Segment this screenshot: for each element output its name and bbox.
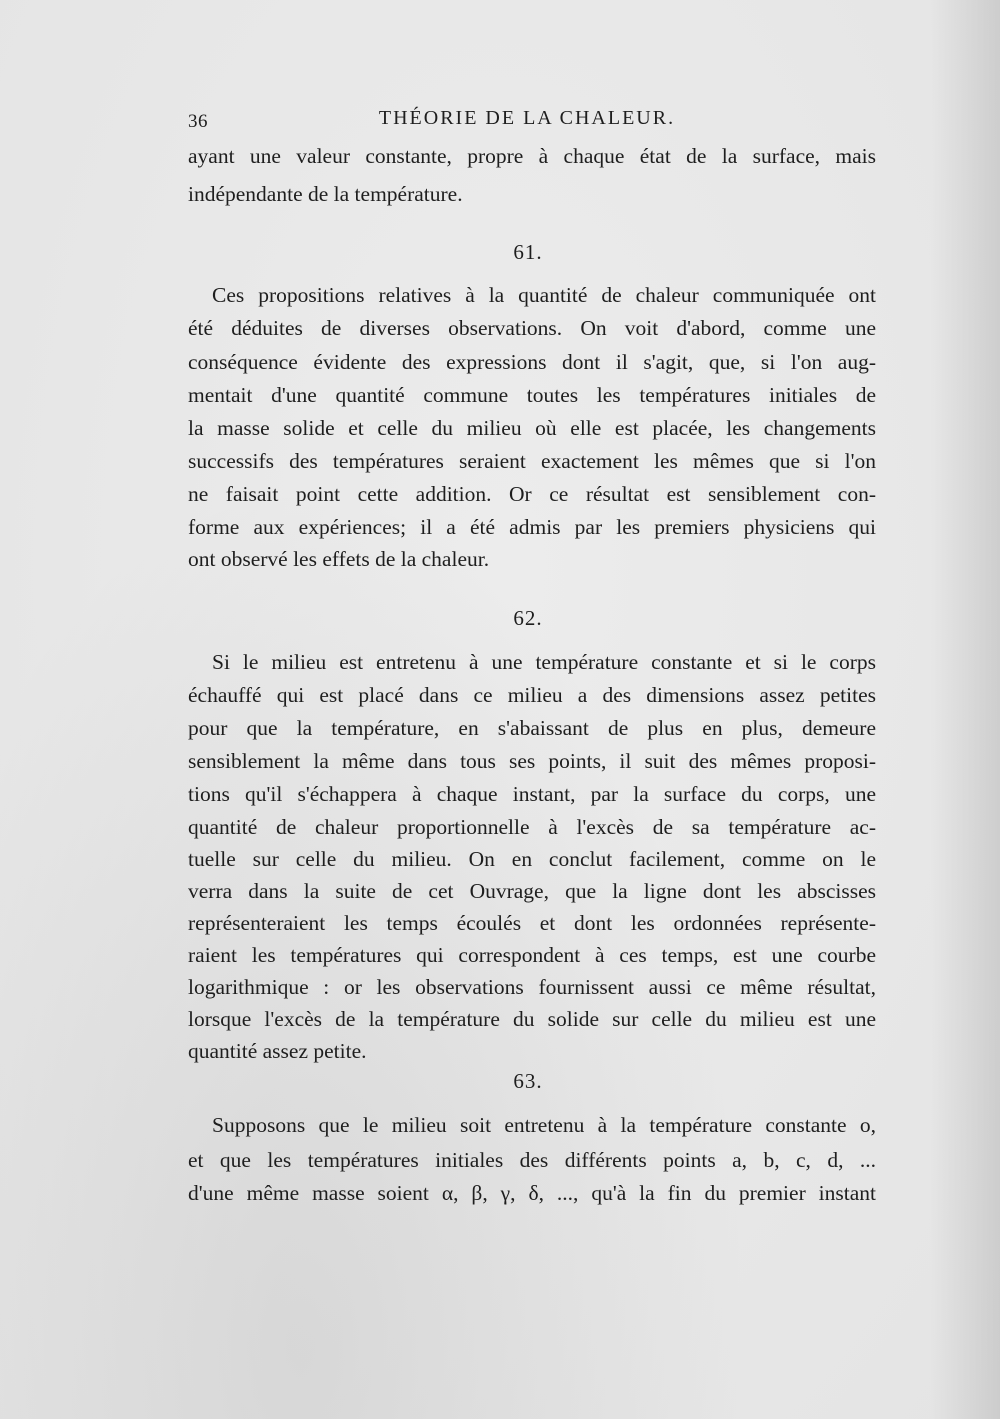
text-line: échauffé qui est placé dans ce milieu a des dimensions assez petites	[188, 683, 876, 707]
text-line: Si le milieu est entretenu à une température constante et si le corps	[212, 650, 876, 674]
text-line: et que les températures initiales des différents points a, b, c, d, ...	[188, 1148, 876, 1172]
text-line: Supposons que le milieu soit entretenu à la température constante o,	[212, 1113, 876, 1137]
text-line: successifs des températures seraient exactement les mêmes que si l'on	[188, 449, 876, 473]
text-line: ayant une valeur constante, propre à chaque état de la surface, mais	[188, 144, 876, 168]
text-line: représenteraient les temps écoulés et dont les ordonnées représente-	[188, 911, 876, 935]
text-line: mentait d'une quantité commune toutes les températures initiales de	[188, 383, 876, 407]
text-line: la masse solide et celle du milieu où elle est placée, les changements	[188, 416, 876, 440]
text-line: tuelle sur celle du milieu. On en conclut facilement, comme on le	[188, 847, 876, 871]
text-line: verra dans la suite de cet Ouvrage, que la ligne dont les abscisses	[188, 879, 876, 903]
section-number-62: 62.	[513, 606, 543, 630]
section-number-63: 63.	[513, 1069, 543, 1093]
text-line: forme aux expériences; il a été admis par les premiers physiciens qui	[188, 515, 876, 539]
page-number: 36	[188, 111, 208, 132]
text-line: d'une même masse soient α, β, γ, δ, ..., qu'à la fin du premier instant	[188, 1181, 876, 1205]
section-number-61: 61.	[513, 240, 543, 264]
text-line: été déduites de diverses observations. On voit d'abord, comme une	[188, 316, 876, 340]
text-line: pour que la température, en s'abaissant de plus en plus, demeure	[188, 716, 876, 740]
running-title: THÉORIE DE LA CHALEUR.	[378, 107, 676, 129]
text-line: tions qu'il s'échappera à chaque instant, par la surface du corps, une	[188, 782, 876, 806]
text-line: conséquence évidente des expressions dont il s'agit, que, si l'on aug-	[188, 350, 876, 374]
text-line: quantité assez petite.	[188, 1039, 367, 1063]
text-line: quantité de chaleur proportionnelle à l'excès de sa température ac-	[188, 815, 876, 839]
text-line: logarithmique : or les observations fournissent aussi ce même résultat,	[188, 975, 876, 999]
text-line: ne faisait point cette addition. Or ce résultat est sensiblement con-	[188, 482, 876, 506]
text-line: raient les températures qui correspondent à ces temps, est une courbe	[188, 943, 876, 967]
text-line: Ces propositions relatives à la quantité de chaleur communiquée ont	[212, 283, 876, 307]
text-line: indépendante de la température.	[188, 182, 463, 206]
text-line: lorsque l'excès de la température du solide sur celle du milieu est une	[188, 1007, 876, 1031]
text-line: sensiblement la même dans tous ses points, il suit des mêmes proposi-	[188, 749, 876, 773]
text-line: ont observé les effets de la chaleur.	[188, 547, 490, 571]
